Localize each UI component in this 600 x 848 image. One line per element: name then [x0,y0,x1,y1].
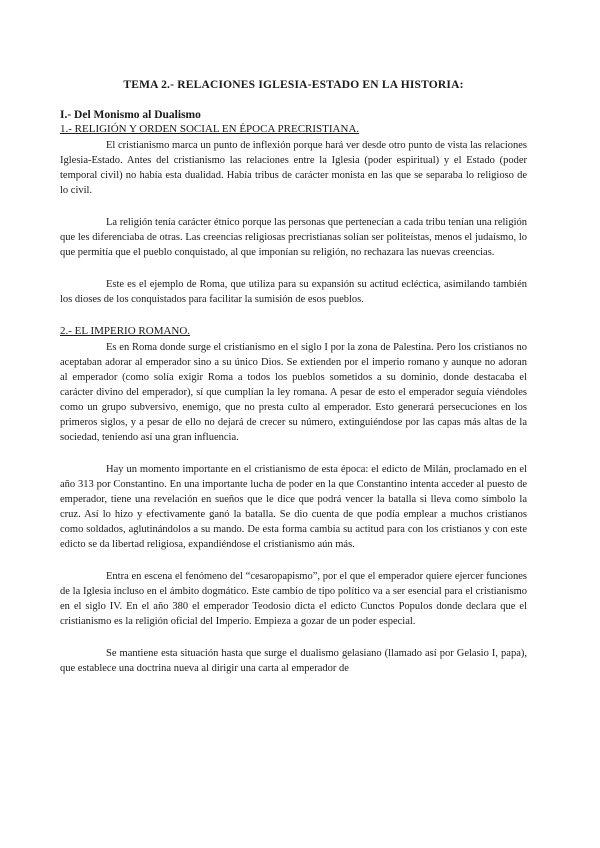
paragraph: La religión tenía carácter étnico porque las personas que pertenecían a cada tribu tenían una religión que les diferenciaba de otras. Las creencias religiosas precristianas solían ser politeístas, menos el judaísmo, lo que permitía que el pueblo conquistado, al que imponían su religión, no rechazara las nuevas creencias. [60,217,527,258]
subsection-heading: 1.- RELIGIÓN Y ORDEN SOCIAL EN ÉPOCA PRECRISTIANA. [60,123,360,135]
document-title: TEMA 2.- RELACIONES IGLESIA-ESTADO EN LA HISTORIA: [123,79,464,91]
paragraph: El cristianismo marca un punto de inflexión porque hará ver desde otro punto de vista las relaciones Iglesia-Estado. Antes del cristianismo las relaciones entre la Iglesia (poder espiritual) y el Estado (poder temporal civil) no había esta dualidad. Había tribus de carácter monista en las que se separaba lo religioso de lo civil. [60,140,527,196]
paragraph: Este es el ejemplo de Roma, que utiliza para su expansión su actitud ecléctica, asimilando también los dioses de los conquistados para facilitar la sumisión de esos pueblos. [60,279,527,305]
document-content [60,78,527,693]
subsection-heading: 2.- EL IMPERIO ROMANO. [60,325,191,337]
paragraph: Hay un momento importante en el cristianismo de esta época: el edicto de Milán, proclamado en el año 313 por Constantino. En una importante lucha de poder en la que Constantino intenta acceder al puesto de emperador, tiene una revelación en sueños que le dice que podrá vencer la batalla si lleva como símbolo la cruz. Así lo hizo y efectivamente ganó la batalla. Se dio cuenta de que podía emplear a muchos cristianos como soldados, aglutinándolos a su mando. De esta forma cambia su actitud para con los cristianos y con este edicto se da libertad religiosa, expandiéndose el cristianismo aún más. [60,464,527,550]
paragraph: Entra en escena el fenómeno del “cesaropapismo”, por el que el emperador quiere ejercer funciones de la Iglesia incluso en el ámbito dogmático. Este cambio de tipo político va a ser esencial para el cristianismo en el siglo IV. En el año 380 el emperador Teodosio dicta el edicto Cunctos Populos donde declara que el cristianismo es la religión oficial del Imperio. Empieza a gozar de un poder especial. [60,571,527,627]
section-heading: I.- Del Monismo al Dualismo [60,109,201,121]
paragraph: Se mantiene esta situación hasta que surge el dualismo gelasiano (llamado así por Gelasio I, papa), que establece una doctrina nueva al dirigir una carta al emperador de [60,648,527,674]
paragraph: Es en Roma donde surge el cristianismo en el siglo I por la zona de Palestina. Pero los cristianos no aceptaban adorar al emperador sino a su único Dios. Se extienden por el imperio romano y aunque no adoran al emperador (como solía exigir Roma a todos los pueblos sometidos a su dominio, donde destacaba el carácter divino del emperador), sí que cumplían la ley romana. A pesar de esto el emperador seguía viéndoles como un grupo subversivo, enemigo, que no presta culto al emperador. Esto generará persecuciones en los primeros siglos, y a pesar de ello no dejará de crecer su número, extinguiéndose por las capas más altas de la sociedad, teniendo así una gran influencia. [60,342,527,443]
